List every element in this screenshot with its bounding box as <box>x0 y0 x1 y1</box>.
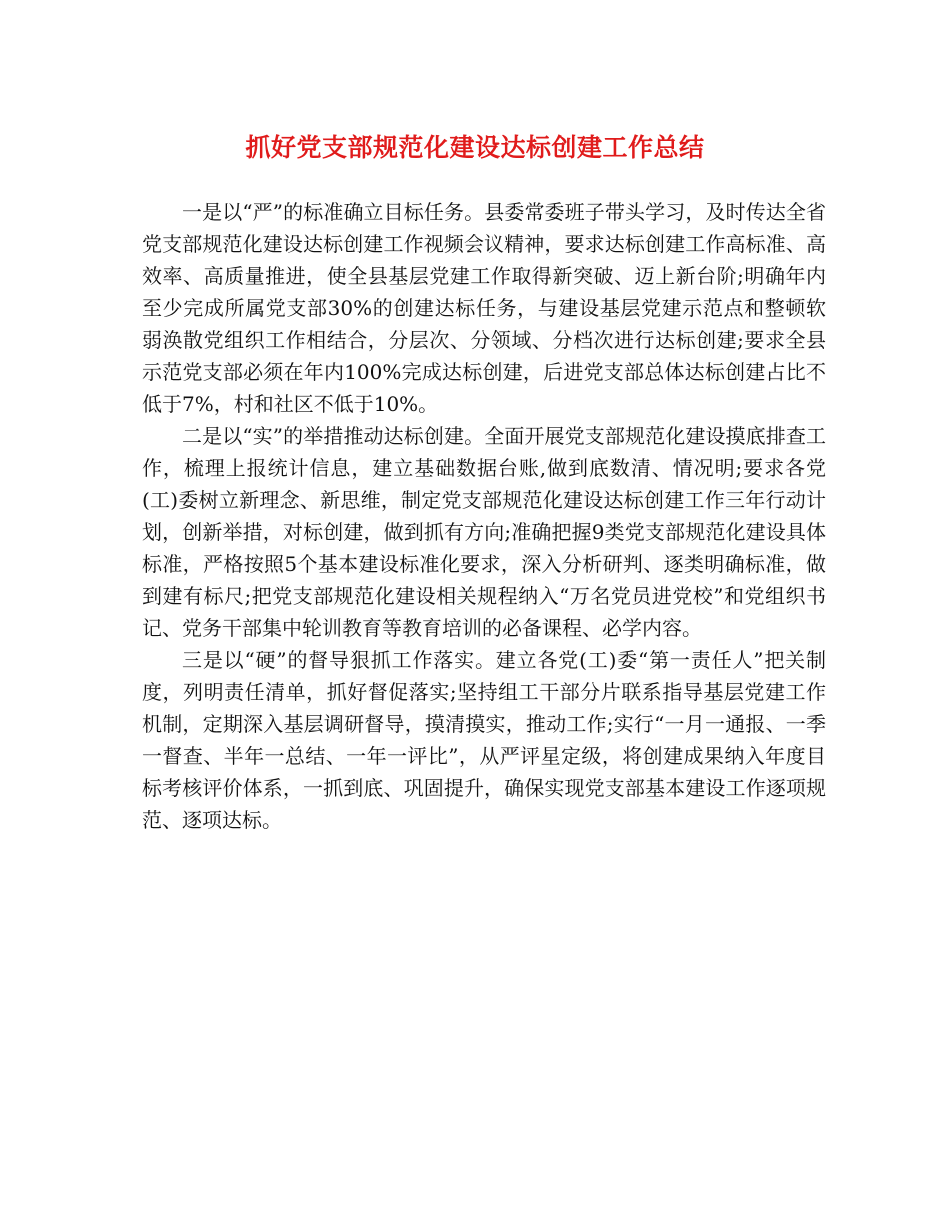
paragraph-1: 一是以“严”的标准确立目标任务。县委常委班子带头学习，及时传达全省党支部规范化建设达标创建工作视频会议精神，要求达标创建工作高标准、高效率、高质量推进，使全县基层党建工作取得新突破、迈上新台阶;明确年内至少完成所属党支部30%的创建达标任务，与建设基层党建示范点和整顿软弱涣散党组织工作相结合，分层次、分领域、分档次进行达标创建;要求全县示范党支部必须在年内100%完成达标创建，后进党支部总体达标创建占比不低于7%，村和社区不低于10%。 <box>142 200 826 416</box>
paragraph-2: 二是以“实”的举措推动达标创建。全面开展党支部规范化建设摸底排查工作，梳理上报统计信息，建立基础数据台账,做到底数清、情况明;要求各党(工)委树立新理念、新思维，制定党支部规范化建设达标创建工作三年行动计划，创新举措，对标创建，做到抓有方向;准确把握9类党支部规范化建设具体标准，严格按照5个基本建设标准化要求，深入分析研判、逐类明确标准，做到建有标尺;把党支部规范化建设相关规程纳入“万名党员进党校”和党组织书记、党务干部集中轮训教育等教育培训的必备课程、必学内容。 <box>142 424 826 640</box>
document-title: 抓好党支部规范化建设达标创建工作总结 <box>245 133 705 162</box>
document-body <box>142 196 826 836</box>
paragraph-3: 三是以“硬”的督导狠抓工作落实。建立各党(工)委“第一责任人”把关制度，列明责任清单，抓好督促落实;坚持组工干部分片联系指导基层党建工作机制，定期深入基层调研督导，摸清摸实，推动工作;实行“一月一通报、一季一督查、半年一总结、一年一评比”，从严评星定级，将创建成果纳入年度目标考核评价体系，一抓到底、巩固提升，确保实现党支部基本建设工作逐项规范、逐项达标。 <box>142 648 826 832</box>
